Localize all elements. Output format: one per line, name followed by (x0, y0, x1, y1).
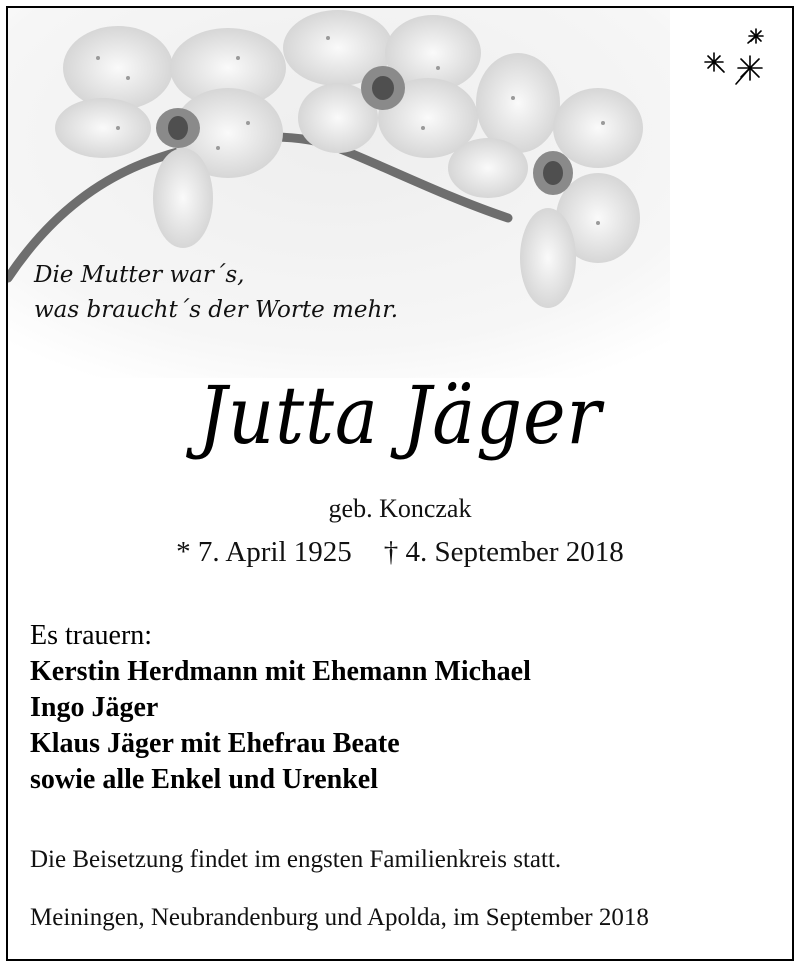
deceased-name: Jutta Jäger (198, 369, 602, 462)
maiden-name: geb. Konczak (328, 494, 472, 523)
mourner-name: Kerstin Herdmann mit Ehemann Michael (30, 656, 531, 687)
mourner-name: sowie alle Enkel und Urenkel (30, 764, 378, 795)
quote-line-1: Die Mutter war´s, (34, 262, 245, 288)
burial-note: Die Beisetzung findet im engsten Familienkreis statt. (30, 846, 562, 873)
death-date: † 4. September 2018 (383, 536, 624, 568)
life-dates (0, 536, 800, 569)
quote-line-2: was braucht´s der Worte mehr. (34, 297, 399, 323)
dandelion-seeds-icon (698, 26, 772, 88)
mourners-section (30, 618, 531, 798)
memorial-quote (34, 258, 398, 328)
mourners-intro: Es trauern: (30, 620, 153, 651)
birth-date: * 7. April 1925 (176, 536, 352, 568)
mourner-name: Ingo Jäger (30, 692, 159, 723)
mourner-name: Klaus Jäger mit Ehefrau Beate (30, 728, 400, 759)
place-and-date: Meiningen, Neubrandenburg und Apolda, im September 2018 (30, 904, 649, 931)
